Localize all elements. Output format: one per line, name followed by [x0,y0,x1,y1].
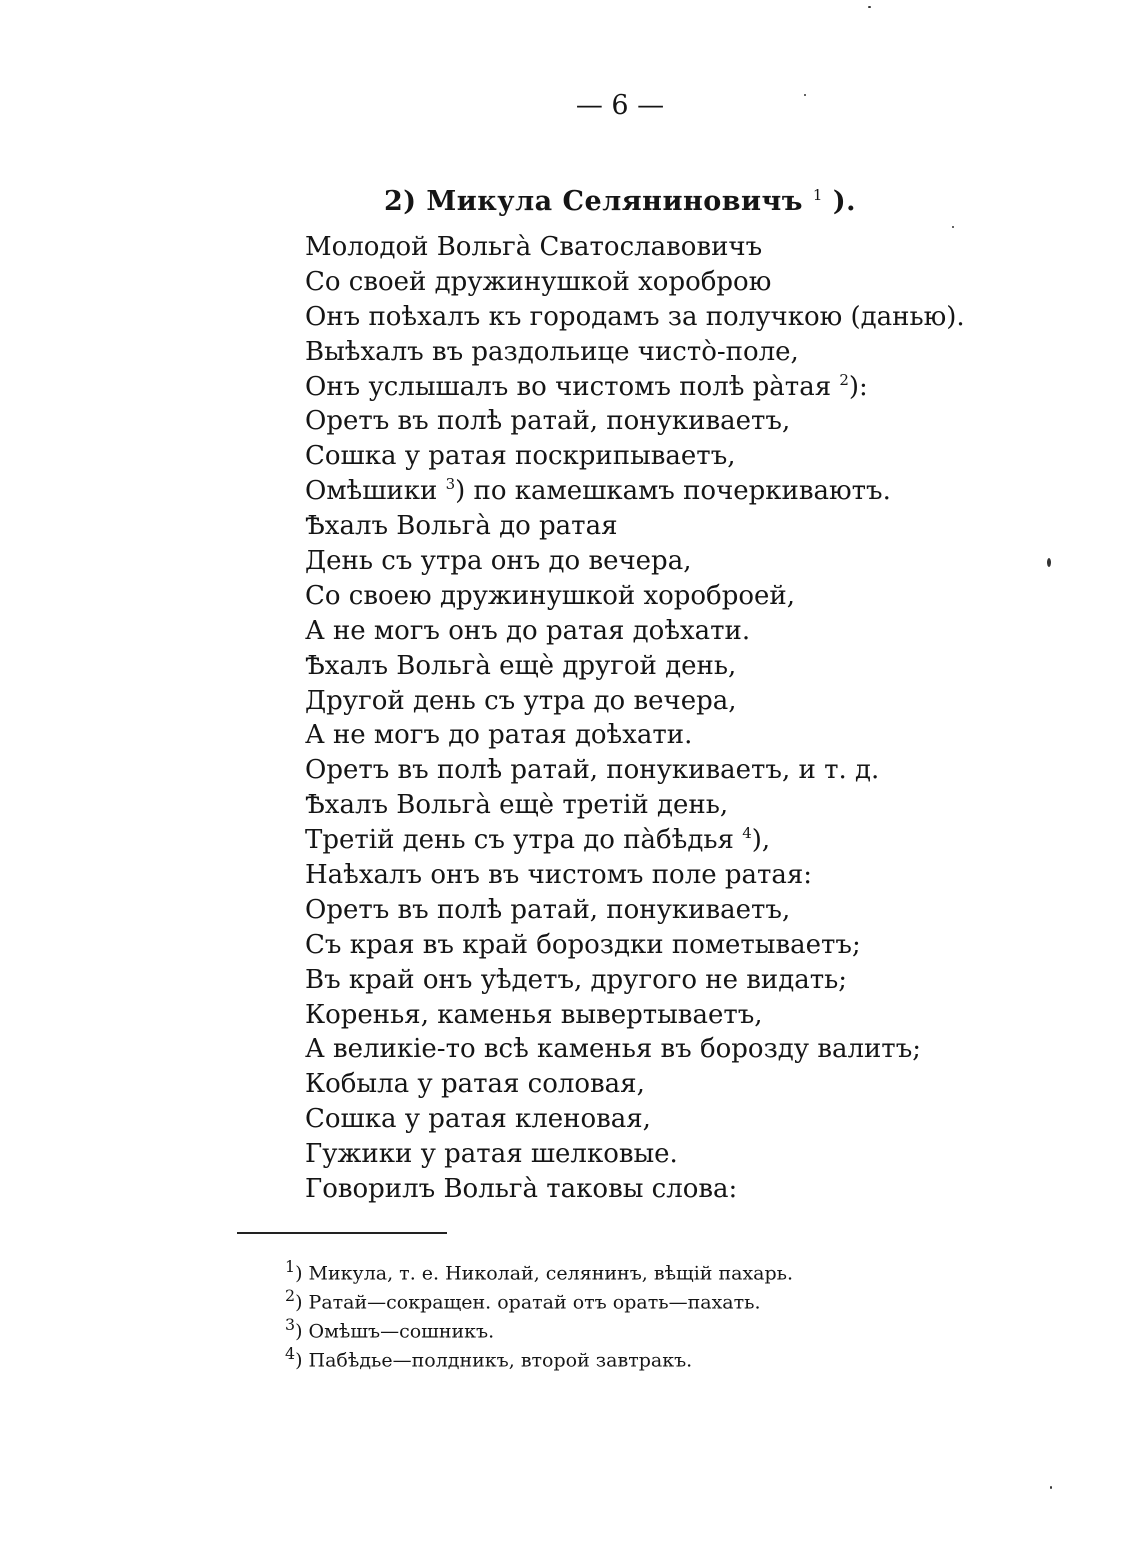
poem-line: Онъ услышалъ во чистомъ полѣ ра̀тая $^2$): [305,370,868,402]
poem-line: А не могъ онъ до ратая доѣхати. [305,615,751,646]
poem-line: Оретъ въ полѣ ратай, понукиваетъ, [305,894,791,925]
poem-line: Кобыла у ратая соловая, [305,1069,645,1100]
poem-line: Омѣшики $^3$) по камешкамъ почеркиваютъ. [305,475,891,507]
poem-line: Съ края въ край бороздки пометываетъ; [305,929,861,960]
footnote-mark: 3 [285,1315,296,1334]
footnote-ref-1: 1 [812,186,823,204]
footnote: $^1$) Микула, т. е. Николай, селянинъ, вѣщій пахарь. [285,1257,794,1285]
page-number: — 6 — [575,90,665,121]
poem-line: Ѣхалъ Вольга̀ ещѐ другой день, [305,650,737,681]
footnote-ref-4: 4 [742,824,752,843]
footnote: $^3$) Омѣшъ—сошникъ. [285,1315,495,1343]
scan-speck [868,6,871,8]
poem-line: Оретъ въ полѣ ратай, понукиваетъ, [305,406,791,437]
poem-line: Ѣхалъ Вольга̀ до ратая [305,511,618,542]
scan-speck [1050,1486,1052,1489]
footnote: $^4$) Пабѣдье—полдникъ, второй завтракъ. [285,1344,693,1372]
poem-line: А не могъ до ратая доѣхати. [305,720,693,751]
poem-line: Гужики у ратая шелковые. [305,1139,678,1170]
footnote-ref-3: 3 [445,475,456,494]
footnote-mark: 1 [285,1257,296,1276]
footnote-ref-2: 2 [839,370,849,389]
poem-line: Другой день съ утра до вечера, [305,685,737,716]
poem-line: Сошка у ратая кленовая, [305,1104,651,1135]
poem-line: Онъ поѣхалъ къ городамъ за получкою (данью). [305,301,965,332]
poem-line: Въ край онъ уѣдетъ, другого не видать; [305,964,848,995]
scan-speck [1047,558,1051,567]
poem-title-end: ). [832,186,857,217]
poem-line: Молодой Вольга̀ Сватославовичъ [305,232,763,262]
footnotes [285,1252,794,1372]
footnote-divider [237,1232,447,1234]
footnote-mark: 4 [285,1344,296,1363]
poem-line: А великіе-то всѣ каменья въ борозду валитъ; [305,1034,921,1065]
footnote: $^2$) Ратай—сокращен. оратай отъ орать—пахать. [285,1286,761,1314]
scan-speck [804,94,806,96]
scan-speck [952,226,954,228]
poem-line: Оретъ въ полѣ ратай, понукиваетъ, и т. д. [305,755,880,786]
poem-line: Со своей дружинушкой хороброю [305,266,772,297]
poem-line: Третій день съ утра до па̀бѣдья $^4$), [305,824,771,856]
poem-body [305,230,965,1207]
poem-line: Говорилъ Вольга̀ таковы слова: [305,1174,738,1205]
footnote-mark: 2 [285,1286,296,1305]
poem-title-text: 2) Микула Селяниновичъ [383,186,803,217]
poem-line: Выѣхалъ въ раздольице чисто̀-поле, [305,336,799,367]
poem-title [0,186,1140,217]
poem-line: День съ утра онъ до вечера, [305,546,692,577]
poem-line: Со своею дружинушкой хороброей, [305,580,795,611]
poem-line: Ѣхалъ Вольга̀ ещѐ третій день, [305,790,729,821]
poem-line: Коренья, каменья вывертываетъ, [305,999,763,1030]
poem-line: Наѣхалъ онъ въ чистомъ поле ратая: [305,860,813,891]
poem-line: Сошка у ратая поскрипываетъ, [305,441,736,472]
